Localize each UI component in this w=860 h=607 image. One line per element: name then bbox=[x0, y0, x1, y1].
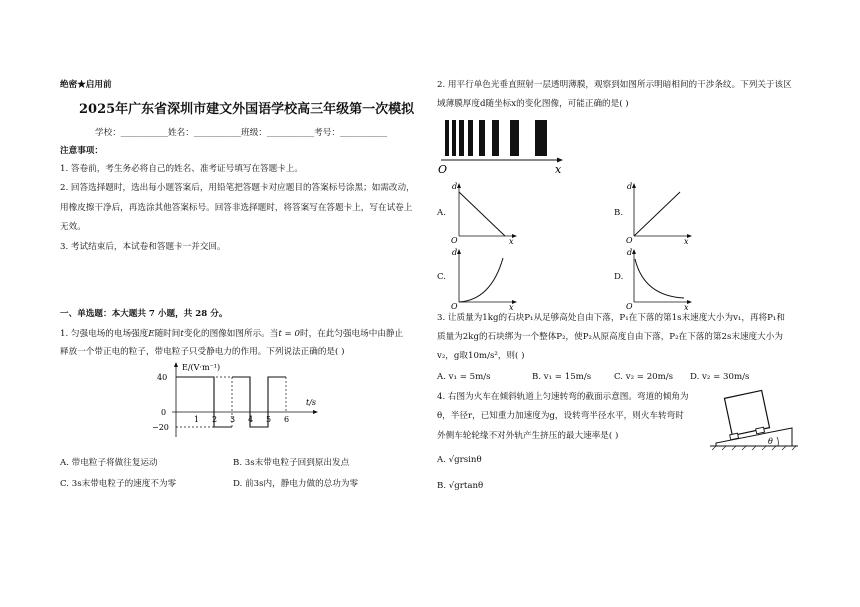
q1-stem-line1: 1. 匀强电场的电场强度E随时间t变化的图像如图所示。当t = 0时，在此匀强电场中由静止 bbox=[60, 329, 404, 339]
q3-stem-line2: 质量为2kg的石块绑为一个整体P₂，使P₂从原高度自由下落，P₂在下落的第2s末速度大小为 bbox=[437, 332, 783, 342]
q2-option-d[interactable]: D. bbox=[614, 272, 624, 282]
fringe-origin-label: O bbox=[438, 163, 448, 176]
q1-graph-xtick: 2 bbox=[212, 415, 218, 424]
q1-graph-ytick: −20 bbox=[152, 423, 169, 432]
q1-option-b[interactable]: B. 3s末带电粒子回到原出发点 bbox=[233, 458, 350, 468]
q3-stem-line1: 3. 让质量为1kg的石块P₁从足够高处自由下落，P₁在下落的第1s末速度大小为v₁，再将P₁和 bbox=[437, 313, 785, 323]
q2-graph-d bbox=[626, 246, 696, 311]
q2-graph-b bbox=[626, 180, 696, 245]
q4-option-a[interactable]: A. √grsinθ bbox=[437, 455, 482, 465]
graph-origin-label: O bbox=[451, 302, 458, 311]
q2-stem-line2: 域薄膜厚度d随坐标x的变化图像，可能正确的是( ) bbox=[437, 99, 629, 109]
q3-stem-line3: v₂，g取10m/s²，则( ) bbox=[437, 351, 525, 361]
graph-x-label: x bbox=[509, 237, 514, 246]
q1-graph-ytick: 0 bbox=[161, 408, 167, 417]
graph-x-label: x bbox=[684, 237, 689, 246]
q2-stem-line1: 2. 用平行单色光垂直照射一层透明薄膜，观察到如图所示明暗相间的干涉条纹。下列关于该区 bbox=[437, 80, 792, 90]
q2-option-a[interactable]: A. bbox=[437, 208, 446, 218]
exam-title: 2025年广东省深圳市建文外国语学校高三年级第一次模拟 bbox=[79, 102, 415, 117]
q2-graph-c bbox=[451, 246, 521, 311]
graph-d-label: d bbox=[627, 182, 633, 191]
note-item: 2. 回答选择题时，选出每小题答案后，用铅笔把答题卡对应题目的答案标号涂黑；如需改动， bbox=[60, 183, 415, 193]
train-banked-track-diagram bbox=[708, 380, 800, 450]
q1-stem-line2: 释放一个带正电的粒子，带电粒子只受静电力的作用。下列说法正确的是( ) bbox=[60, 347, 345, 357]
q4-option-b[interactable]: B. √grtanθ bbox=[437, 481, 484, 491]
notes-heading: 注意事项： bbox=[60, 146, 103, 156]
q1-graph-xtick: 3 bbox=[230, 415, 236, 424]
graph-d-label: d bbox=[452, 248, 458, 257]
graph-x-label: x bbox=[509, 303, 514, 312]
graph-x-label: x bbox=[684, 303, 689, 312]
section-heading: 一、单选题：本大题共 7 小题，共 28 分。 bbox=[60, 309, 228, 319]
q4-stem-line2: θ，半径r，已知重力加速度为g，设转弯半径水平，则火车转弯时 bbox=[437, 411, 684, 421]
q2-option-c[interactable]: C. bbox=[437, 272, 447, 282]
q3-option-b[interactable]: B. v₁ = 15m/s bbox=[532, 372, 592, 382]
q1-option-c[interactable]: C. 3s末带电粒子的速度不为零 bbox=[60, 479, 177, 489]
q1-graph-ytick: 40 bbox=[157, 373, 168, 382]
fringe-x-label: x bbox=[555, 163, 562, 176]
q1-graph-xlabel: t/s bbox=[306, 398, 317, 407]
q1-graph-xtick: 4 bbox=[248, 415, 254, 424]
graph-origin-label: O bbox=[626, 236, 633, 245]
q4-stem-line1: 4. 右图为火车在倾斜轨道上匀速转弯的截面示意图。弯道的倾角为 bbox=[437, 392, 689, 402]
graph-d-label: d bbox=[627, 248, 633, 257]
note-item: 1. 答卷前，考生务必将自己的姓名、准考证号填写在答题卡上。 bbox=[60, 164, 303, 174]
note-item: 用橡皮擦干净后，再选涂其他答案标号。回答非选择题时，将答案写在答题卡上，写在试卷上 bbox=[60, 203, 413, 213]
note-item: 3. 考试结束后，本试卷和答题卡一并交回。 bbox=[60, 242, 226, 252]
student-info-line: 学校：___________姓名：___________班级：___________考号：___________ bbox=[95, 128, 388, 138]
q3-option-a[interactable]: A. v₁ = 5m/s bbox=[437, 372, 491, 382]
interference-fringes bbox=[437, 116, 572, 176]
graph-origin-label: O bbox=[626, 302, 633, 311]
q2-graph-a bbox=[451, 180, 521, 245]
q3-option-c[interactable]: C. v₂ = 20m/s bbox=[614, 372, 674, 382]
theta-label: θ bbox=[768, 437, 773, 446]
q1-graph-xtick: 5 bbox=[266, 415, 272, 424]
q3-option-d[interactable]: D. v₂ = 30m/s bbox=[690, 372, 750, 382]
q1-option-a[interactable]: A. 带电粒子将做往复运动 bbox=[60, 458, 158, 468]
q1-graph-xtick: 6 bbox=[284, 415, 290, 424]
note-item: 无效。 bbox=[60, 222, 86, 232]
q1-option-d[interactable]: D. 前3s内，静电力做的总功为零 bbox=[233, 479, 359, 489]
q1-graph-ylabel: E/(V·m⁻¹) bbox=[182, 363, 221, 372]
q2-option-b[interactable]: B. bbox=[614, 208, 624, 218]
q1-e-t-graph bbox=[150, 360, 325, 440]
q4-stem-line3: 外侧车轮轮缘不对外轨产生挤压的最大速率是( ) bbox=[437, 431, 619, 441]
graph-origin-label: O bbox=[451, 236, 458, 245]
secret-label: 绝密★启用前 bbox=[60, 80, 112, 90]
q1-graph-xtick: 1 bbox=[194, 415, 200, 424]
graph-d-label: d bbox=[452, 182, 458, 191]
